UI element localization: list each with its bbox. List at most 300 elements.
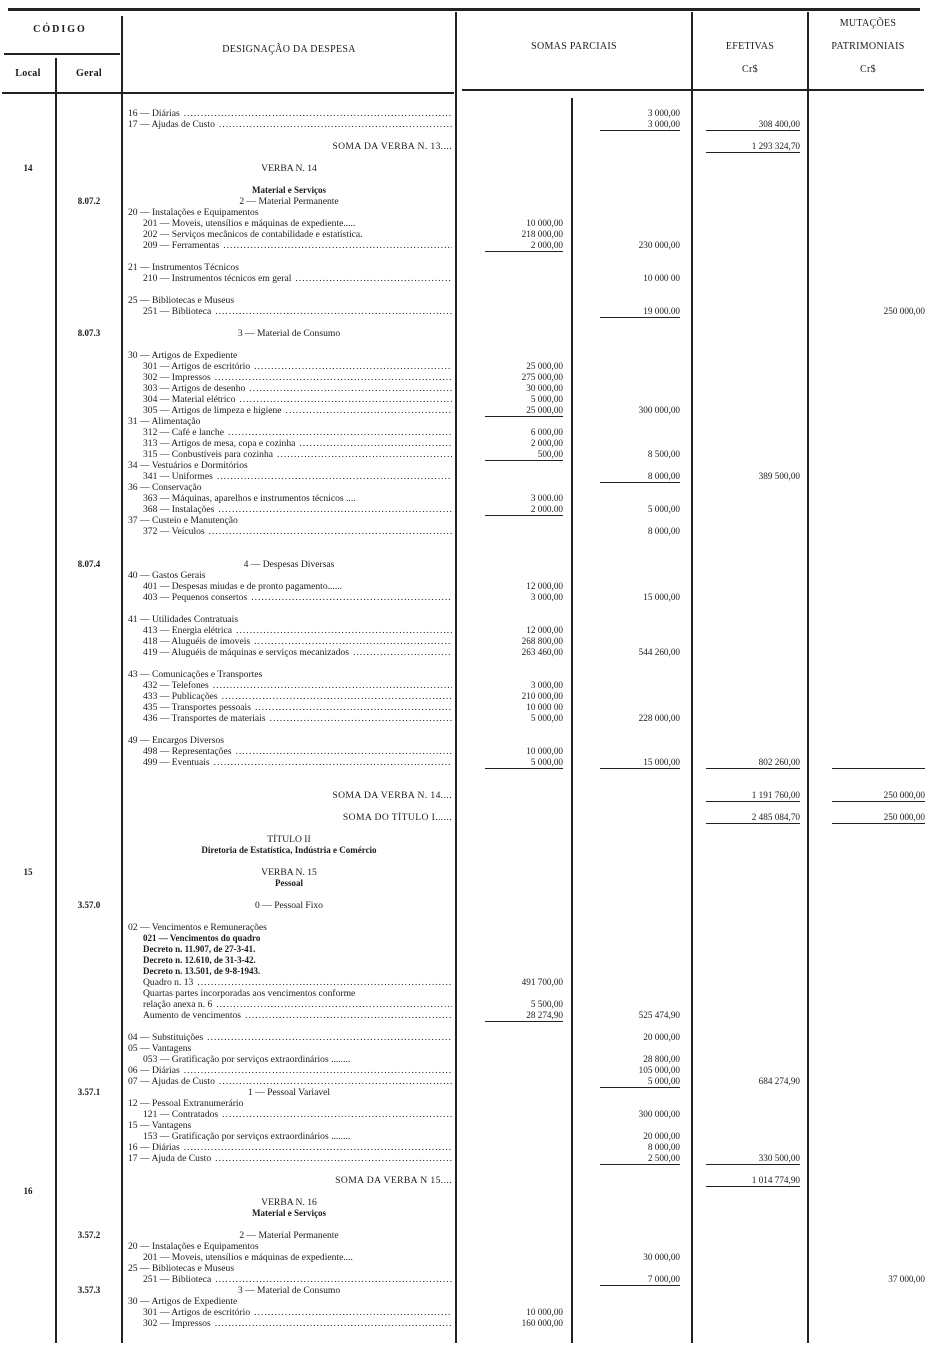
partial-subtotal-value: 228 000,00	[638, 713, 680, 723]
expense-description	[128, 1043, 452, 1054]
description-text: 34 — Vestuários e Dormitórios	[128, 460, 248, 471]
expense-description	[128, 1032, 452, 1043]
dot-leader	[286, 405, 452, 416]
geral-code: 3.57.2	[77, 1230, 101, 1240]
table-row	[0, 933, 928, 944]
expense-description	[128, 1175, 452, 1186]
partial-sum-value: 5 500,00	[530, 999, 563, 1009]
mutacoes-value: 250 000,00	[883, 812, 925, 822]
description-text: 301 — Artigos de escritório	[143, 361, 251, 372]
partial-sum-value: 2 000.00	[530, 504, 563, 514]
expense-description	[143, 218, 452, 229]
partial-sum-value: 10 000,00	[526, 746, 563, 756]
expense-description	[143, 691, 452, 702]
dot-leader	[209, 526, 452, 537]
expense-description	[143, 1318, 452, 1329]
expense-description	[128, 482, 452, 493]
expense-description	[128, 790, 452, 801]
efetivas-value: 389 500,00	[758, 471, 800, 481]
partial-sum-value: 491 700,00	[521, 977, 563, 987]
expense-description	[122, 1208, 456, 1219]
table-row	[0, 669, 928, 680]
description-text: 313 — Artigos de mesa, copa e cozinha	[143, 438, 296, 449]
table-row	[0, 999, 928, 1010]
expense-description	[143, 933, 452, 944]
expense-description	[143, 1109, 452, 1120]
table-row	[0, 559, 928, 570]
description-text: SOMA DA VERBA N. 14....	[332, 790, 452, 801]
table-row	[0, 691, 928, 702]
table-row	[0, 361, 928, 372]
description-text: 372 — Veículos	[143, 526, 205, 537]
partial-subtotal-value: 20 000,00	[643, 1032, 680, 1042]
description-text: 43 — Comunicações e Transportes	[128, 669, 263, 680]
description-text: 201 — Moveis, utensílios e máquinas de expediente....	[143, 1252, 353, 1263]
partial-sum-value: 25 000,00	[526, 361, 563, 371]
description-text: 419 — Aluguéis de máquinas e serviços mecanizados	[143, 647, 349, 658]
partial-sum-value: 12 000,00	[526, 625, 563, 635]
description-text: Material e Serviços	[252, 1208, 326, 1218]
partial-sum-value: 218 000,00	[521, 229, 563, 239]
partial-subtotal-value: 8 000,00	[647, 526, 680, 536]
dot-leader	[219, 1076, 452, 1087]
table-row	[0, 1208, 928, 1219]
header-efetivas: EFETIVAS	[725, 41, 775, 52]
dot-leader	[217, 471, 452, 482]
expense-description	[143, 240, 452, 251]
table-row	[0, 625, 928, 636]
geral-code: 3.57.0	[77, 900, 101, 910]
partial-subtotal-value: 544 260,00	[638, 647, 680, 657]
partial-sum-value: 268 800,00	[521, 636, 563, 646]
efetivas-value: 1 191 760,00	[751, 790, 800, 800]
description-text: 301 — Artigos de escritório	[143, 1307, 251, 1318]
description-text: 499 — Eventuais	[143, 757, 210, 768]
partial-subtotal-value: 8 000,00	[647, 1142, 680, 1152]
description-text: 053 — Gratificação por serviços extraordinários ........	[143, 1054, 351, 1065]
expense-description	[143, 746, 452, 757]
expense-description	[128, 614, 452, 625]
expense-description	[143, 625, 452, 636]
table-row	[0, 515, 928, 526]
description-text: 07 — Ajudas de Custo	[128, 1076, 215, 1087]
table-row	[0, 427, 928, 438]
description-text: Pessoal	[275, 878, 303, 888]
table-row	[0, 372, 928, 383]
partial-subtotal-value: 19 000.00	[643, 306, 680, 316]
description-text: 210 — Instrumentos técnicos em geral	[143, 273, 292, 284]
partial-subtotal-value: 8 500,00	[647, 449, 680, 459]
mutacoes-value: 250 000,00	[883, 306, 925, 316]
expense-description	[143, 702, 452, 713]
description-text: Decreto n. 13.501, de 9-8-1943.	[143, 966, 261, 976]
description-text: 153 — Gratificação por serviços extraordinários ........	[143, 1131, 351, 1142]
blank-row	[0, 284, 928, 295]
table-row	[0, 1175, 928, 1186]
table-row	[0, 504, 928, 515]
table-row	[0, 1010, 928, 1021]
description-text: 41 — Utilidades Contratuais	[128, 614, 239, 625]
table-row	[0, 119, 928, 130]
expense-description	[143, 988, 452, 999]
dot-leader	[218, 504, 452, 515]
description-text: relação anexa n. 6	[143, 999, 213, 1010]
header-codigo: CÓDIGO	[33, 24, 87, 35]
description-text: 2 — Material Permanente	[239, 1230, 339, 1241]
partial-sum-value: 28 274,90	[526, 1010, 563, 1020]
header-bottom-rule-right	[462, 89, 924, 91]
geral-code: 8.07.2	[77, 196, 101, 206]
expense-description	[143, 647, 452, 658]
geral-code: 3.57.1	[77, 1087, 101, 1097]
table-row	[0, 1065, 928, 1076]
expense-description	[128, 1076, 452, 1087]
expense-description	[122, 559, 456, 570]
table-row	[0, 1230, 928, 1241]
dot-leader	[213, 680, 452, 691]
description-text: 30 — Artigos de Expediente	[128, 350, 238, 361]
expense-description	[143, 966, 452, 977]
blank-row	[0, 1021, 928, 1032]
expense-description	[143, 493, 452, 504]
table-row	[0, 900, 928, 911]
dot-leader	[216, 999, 452, 1010]
table-row	[0, 471, 928, 482]
partial-sum-value: 30 000,00	[526, 383, 563, 393]
description-text: 304 — Material elétrico	[143, 394, 236, 405]
table-row	[0, 944, 928, 955]
description-text: 401 — Despesas miudas e de pronto pagamento......	[143, 581, 343, 592]
table-row	[0, 1296, 928, 1307]
partial-sum-value: 3 000.00	[530, 493, 563, 503]
expense-description	[143, 999, 452, 1010]
dot-leader	[239, 394, 452, 405]
expense-description	[143, 1252, 452, 1263]
codigo-divider	[4, 53, 120, 55]
expense-description	[143, 471, 452, 482]
table-row	[0, 185, 928, 196]
partial-subtotal-value: 525 474,90	[638, 1010, 680, 1020]
description-text: 21 — Instrumentos Técnicos	[128, 262, 239, 273]
header-mutacoes-unit: Cr$	[860, 64, 876, 75]
partial-sum-value: 5 000,00	[530, 394, 563, 404]
dot-leader	[207, 1032, 452, 1043]
table-row	[0, 416, 928, 427]
description-text: 12 — Pessoal Extranumerário	[128, 1098, 244, 1109]
description-text: SOMA DA VERBA N 15....	[335, 1175, 452, 1186]
table-row	[0, 306, 928, 317]
table-row	[0, 1131, 928, 1142]
description-text: SOMA DA VERBA N. 13....	[332, 141, 452, 152]
table-row	[0, 735, 928, 746]
efetivas-value: 802 260,00	[758, 757, 800, 767]
local-code: 16	[23, 1186, 33, 1196]
description-text: 20 — Instalações e Equipamentos	[128, 1241, 259, 1252]
header-local: Local	[15, 68, 41, 79]
blank-row	[0, 1219, 928, 1230]
partial-sum-value: 25 000,00	[526, 405, 563, 415]
blank-row	[0, 152, 928, 163]
table-row	[0, 955, 928, 966]
table-row	[0, 196, 928, 207]
dot-leader	[215, 1274, 452, 1285]
mutacoes-value: 250 000,00	[883, 790, 925, 800]
description-text: 403 — Pequenos consertos	[143, 592, 248, 603]
blank-row	[0, 251, 928, 262]
blank-row	[0, 911, 928, 922]
table-row	[0, 647, 928, 658]
description-text: 413 — Energia elétrica	[143, 625, 233, 636]
partial-sum-value: 6 000,00	[530, 427, 563, 437]
dot-leader	[219, 119, 452, 130]
partial-subtotal-value: 300 000,00	[638, 1109, 680, 1119]
table-row	[0, 240, 928, 251]
blank-row	[0, 889, 928, 900]
partial-subtotal-value: 10 000 00	[643, 273, 680, 283]
table-row	[0, 1197, 928, 1208]
description-text: 436 — Transportes de materiais	[143, 713, 266, 724]
expense-description	[143, 1274, 452, 1285]
description-text: 302 — Impressos	[143, 1318, 211, 1329]
table-row	[0, 1043, 928, 1054]
partial-subtotal-value: 7 000,00	[647, 1274, 680, 1284]
partial-subtotal-value: 8 000,00	[647, 471, 680, 481]
description-text: 17 — Ajuda de Custo	[128, 1153, 212, 1164]
expense-description	[143, 405, 452, 416]
description-text: 121 — Contratados	[143, 1109, 219, 1120]
geral-code: 3.57.3	[77, 1285, 101, 1295]
partial-sum-value: 10 000,00	[526, 218, 563, 228]
table-row	[0, 328, 928, 339]
table-row	[0, 988, 928, 999]
description-text: 303 — Artigos de desenho	[143, 383, 246, 394]
table-row	[0, 1252, 928, 1263]
dot-leader	[222, 1109, 452, 1120]
table-row	[0, 218, 928, 229]
expense-description	[128, 515, 452, 526]
dot-leader	[215, 306, 452, 317]
expense-description	[122, 1197, 456, 1208]
dot-leader	[235, 746, 452, 757]
table-row	[0, 482, 928, 493]
description-text: 31 — Alimentação	[128, 416, 201, 427]
efetivas-value: 1 014 774,90	[751, 1175, 800, 1185]
partial-subtotal-value: 28 800,00	[643, 1054, 680, 1064]
geral-code: 8.07.4	[77, 559, 101, 569]
partial-sum-value: 500,00	[537, 449, 563, 459]
dot-leader	[277, 449, 452, 460]
description-text: Quartas partes incorporadas aos vencimentos conforme	[143, 988, 356, 999]
expense-description	[143, 306, 452, 317]
expense-description	[122, 163, 456, 174]
description-text: 201 — Moveis, utensílios e máquinas de expediente.....	[143, 218, 356, 229]
description-text: 37 — Custeio e Manutenção	[128, 515, 238, 526]
table-row	[0, 262, 928, 273]
local-code: 14	[23, 163, 33, 173]
dot-leader	[251, 592, 452, 603]
partial-subtotal-value: 5 000,00	[647, 1076, 680, 1086]
header-designacao: DESIGNAÇÃO DA DESPESA	[222, 44, 356, 55]
table-row	[0, 878, 928, 889]
table-row	[0, 108, 928, 119]
dot-leader	[255, 702, 452, 713]
expense-description	[122, 878, 456, 889]
description-text: 251 — Biblioteca	[143, 306, 212, 317]
expense-description	[128, 108, 452, 119]
partial-sum-value: 3 000,00	[530, 592, 563, 602]
description-text: Decreto n. 11.907, de 27-3-41.	[143, 944, 256, 954]
description-text: 16 — Diárias	[128, 108, 180, 119]
description-text: Material e Serviços	[252, 185, 326, 195]
expense-description	[128, 416, 452, 427]
header-patrimoniais: PATRIMONIAIS	[831, 41, 905, 52]
dot-leader	[299, 438, 452, 449]
expense-description	[143, 372, 452, 383]
expense-description	[143, 713, 452, 724]
table-row	[0, 614, 928, 625]
expense-description	[128, 1263, 452, 1274]
table-row	[0, 493, 928, 504]
table-row	[0, 141, 928, 152]
expense-description	[128, 812, 452, 823]
expense-description	[128, 295, 452, 306]
expense-description	[122, 867, 456, 878]
blank-row	[0, 856, 928, 867]
table-row	[0, 702, 928, 713]
dot-leader	[353, 647, 452, 658]
table-row	[0, 636, 928, 647]
dot-leader	[295, 273, 452, 284]
table-row	[0, 1241, 928, 1252]
dot-leader	[270, 713, 452, 724]
table-row	[0, 1054, 928, 1065]
table-row	[0, 812, 928, 823]
partial-subtotal-value: 20 000,00	[643, 1131, 680, 1141]
dot-leader	[184, 108, 452, 119]
description-text: 202 — Serviços mecânicos de contabilidade e estatística.	[143, 229, 363, 240]
dot-leader	[236, 625, 452, 636]
dot-leader	[222, 691, 452, 702]
expense-description	[128, 207, 452, 218]
expense-description	[128, 1142, 452, 1153]
table-row	[0, 273, 928, 284]
blank-row	[0, 130, 928, 141]
expense-description	[143, 636, 452, 647]
expense-description	[143, 394, 452, 405]
expense-description	[128, 1065, 452, 1076]
description-text: 312 — Café e lanche	[143, 427, 224, 438]
dot-leader	[228, 427, 452, 438]
efetivas-value: 330 500,00	[758, 1153, 800, 1163]
expense-description	[143, 449, 452, 460]
table-row	[0, 460, 928, 471]
table-row	[0, 526, 928, 537]
partial-subtotal-value: 15 000,00	[643, 592, 680, 602]
expense-description	[143, 504, 452, 515]
description-text: 05 — Vantagens	[128, 1043, 192, 1054]
partial-sum-value: 5 000,00	[530, 757, 563, 767]
expense-description	[128, 1098, 452, 1109]
expense-description	[128, 1153, 452, 1164]
description-text: 341 — Uniformes	[143, 471, 213, 482]
table-row	[0, 867, 928, 878]
expense-description	[128, 669, 452, 680]
top-rule	[8, 8, 920, 11]
mutacoes-value: 37 000,00	[888, 1274, 925, 1284]
dot-leader	[215, 1153, 452, 1164]
blank-row	[0, 317, 928, 328]
expense-description	[128, 1296, 452, 1307]
description-text: VERBA N. 16	[261, 1197, 317, 1208]
partial-subtotal-value: 2 500,00	[647, 1153, 680, 1163]
partial-sum-value: 210 000,00	[521, 691, 563, 701]
table-row	[0, 405, 928, 416]
table-row	[0, 1318, 928, 1329]
blank-row	[0, 174, 928, 185]
blank-row	[0, 779, 928, 790]
efetivas-value: 684 274,90	[758, 1076, 800, 1086]
table-row	[0, 1098, 928, 1109]
partial-subtotal-value: 3 000,00	[647, 119, 680, 129]
description-text: 433 — Publicações	[143, 691, 218, 702]
description-text: 49 — Encargos Diversos	[128, 735, 225, 746]
description-text: 209 — Ferramentas	[143, 240, 220, 251]
table-row	[0, 295, 928, 306]
table-row	[0, 229, 928, 240]
table-row	[0, 922, 928, 933]
table-row	[0, 966, 928, 977]
table-row	[0, 1109, 928, 1120]
partial-subtotal-value: 300 000,00	[638, 405, 680, 415]
description-text: 368 — Instalações	[143, 504, 215, 515]
geral-code: 8.07.3	[77, 328, 101, 338]
description-text: Decreto n. 12.610, de 31-3-42.	[143, 955, 256, 965]
table-row	[0, 1285, 928, 1296]
description-text: 40 — Gastos Gerais	[128, 570, 206, 581]
table-row	[0, 1263, 928, 1274]
expense-description	[143, 1131, 452, 1142]
expense-description	[128, 119, 452, 130]
description-text: 315 — Conbustíveis para cozinha	[143, 449, 274, 460]
expense-description	[122, 185, 456, 196]
expense-description	[143, 944, 452, 955]
description-text: 2 — Material Permanente	[239, 196, 339, 207]
expense-description	[128, 350, 452, 361]
dot-leader	[254, 636, 452, 647]
expense-description	[143, 1307, 452, 1318]
partial-sum-value: 12 000,00	[526, 581, 563, 591]
header-efetivas-unit: Cr$	[742, 64, 758, 75]
partial-sum-value: 263 460,00	[521, 647, 563, 657]
expense-description	[143, 977, 452, 988]
expense-description	[122, 845, 456, 856]
dot-leader	[245, 1010, 452, 1021]
description-text: 3 — Material de Consumo	[237, 1285, 341, 1296]
partial-sum-value: 160 000,00	[521, 1318, 563, 1328]
blank-row	[0, 537, 928, 548]
efetivas-value: 308 400,00	[758, 119, 800, 129]
description-text: 02 — Vencimentos e Remunerações	[128, 922, 267, 933]
description-text: 25 — Bibliotecas e Museus	[128, 1263, 235, 1274]
expense-description	[143, 427, 452, 438]
expense-description	[128, 1120, 452, 1131]
blank-row	[0, 658, 928, 669]
expense-description	[122, 1285, 456, 1296]
table-row	[0, 1076, 928, 1087]
table-row	[0, 1186, 928, 1197]
dot-leader	[254, 1307, 452, 1318]
table-row	[0, 1153, 928, 1164]
